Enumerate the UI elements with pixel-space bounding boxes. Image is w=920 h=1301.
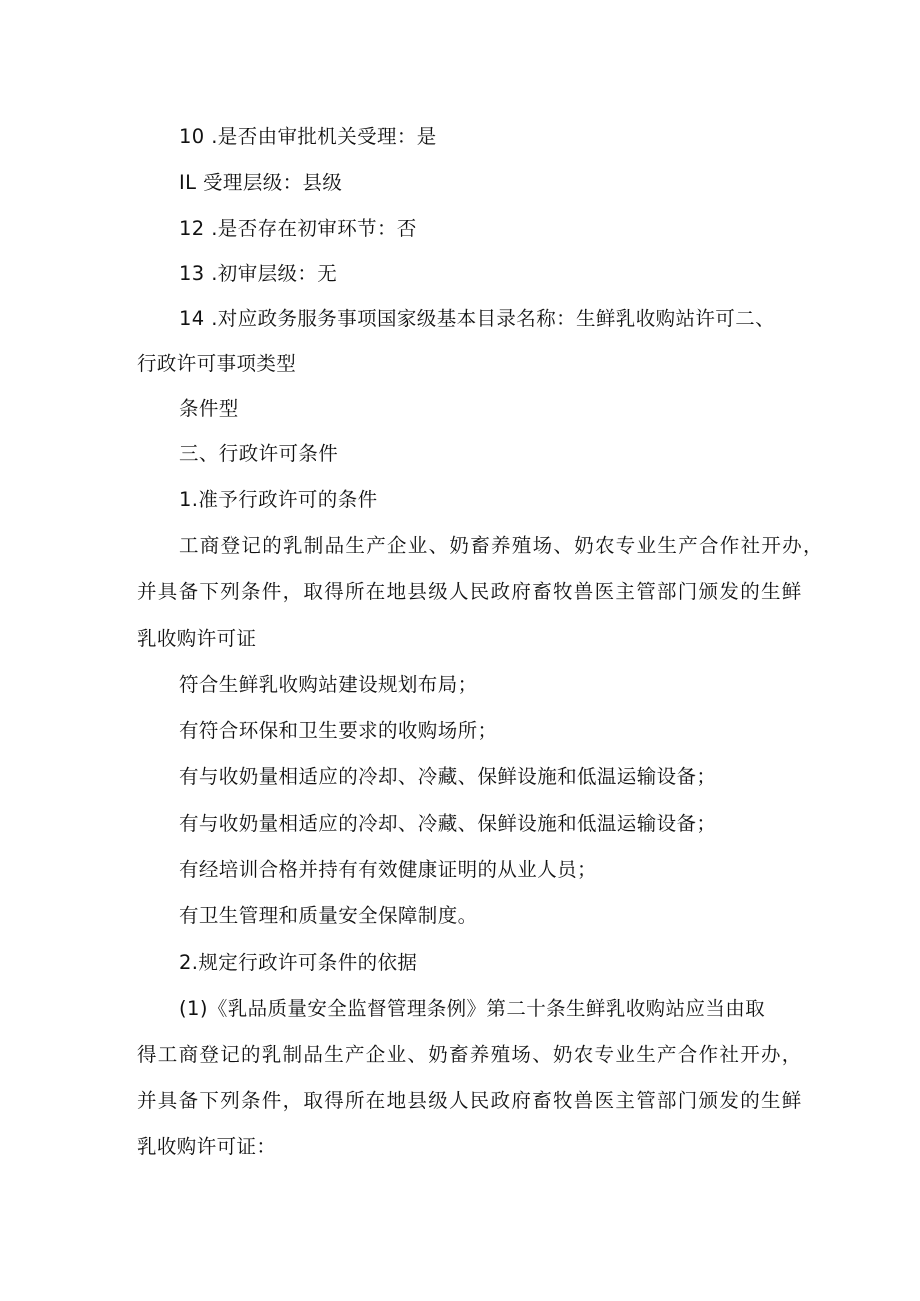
condition-item: 有符合环保和卫生要求的收购场所； [179, 719, 498, 742]
paragraph-line: 得工商登记的乳制品生产企业、奶畜养殖场、奶农专业生产合作社开办， [137, 1043, 803, 1066]
item-13-review-level: 13 .初审层级：无 [179, 262, 338, 285]
condition-item: 有与收奶量相适应的冷却、冷藏、保鲜设施和低温运输设备； [179, 765, 717, 788]
paragraph-line: (1)《乳品质量安全监督管理条例》第二十条生鲜乳收购站应当由取 [179, 997, 766, 1020]
paragraph-line: 乳收购许可证： [137, 1135, 277, 1158]
paragraph-line: 并具备下列条件，取得所在地县级人民政府畜牧兽医主管部门颁发的生鲜 [137, 580, 803, 603]
condition-item: 有与收奶量相适应的冷却、冷藏、保鲜设施和低温运输设备； [179, 812, 717, 835]
subsection-2-heading: 2.规定行政许可条件的依据 [179, 951, 418, 974]
paragraph-line: 并具备下列条件，取得所在地县级人民政府畜牧兽医主管部门颁发的生鲜 [137, 1089, 803, 1112]
condition-item: 有经培训合格并持有有效健康证明的从业人员； [179, 858, 597, 881]
section-3-heading: 三、行政许可条件 [179, 442, 339, 465]
permit-type-value: 条件型 [179, 397, 239, 420]
paragraph-line: 乳收购许可证 [137, 627, 257, 650]
subsection-1-heading: 1.准予行政许可的条件 [179, 488, 378, 511]
condition-item: 有卫生管理和质量安全保障制度。 [179, 904, 478, 927]
item-11-acceptance-level: IL 受理层级：县级 [179, 171, 343, 194]
item-10-accepted-by-authority: 10 .是否由审批机关受理：是 [179, 125, 437, 148]
condition-item: 符合生鲜乳收购站建设规划布局； [179, 673, 478, 696]
item-12-preliminary-review: 12 .是否存在初审环节：否 [179, 217, 417, 240]
paragraph-line: 工商登记的乳制品生产企业、奶畜养殖场、奶农专业生产合作社开办， [179, 534, 824, 557]
item-14-catalog-name: 14 .对应政务服务事项国家级基本目录名称：生鲜乳收购站许可二、 [179, 307, 776, 330]
section-2-heading-cont: 行政许可事项类型 [137, 352, 297, 375]
